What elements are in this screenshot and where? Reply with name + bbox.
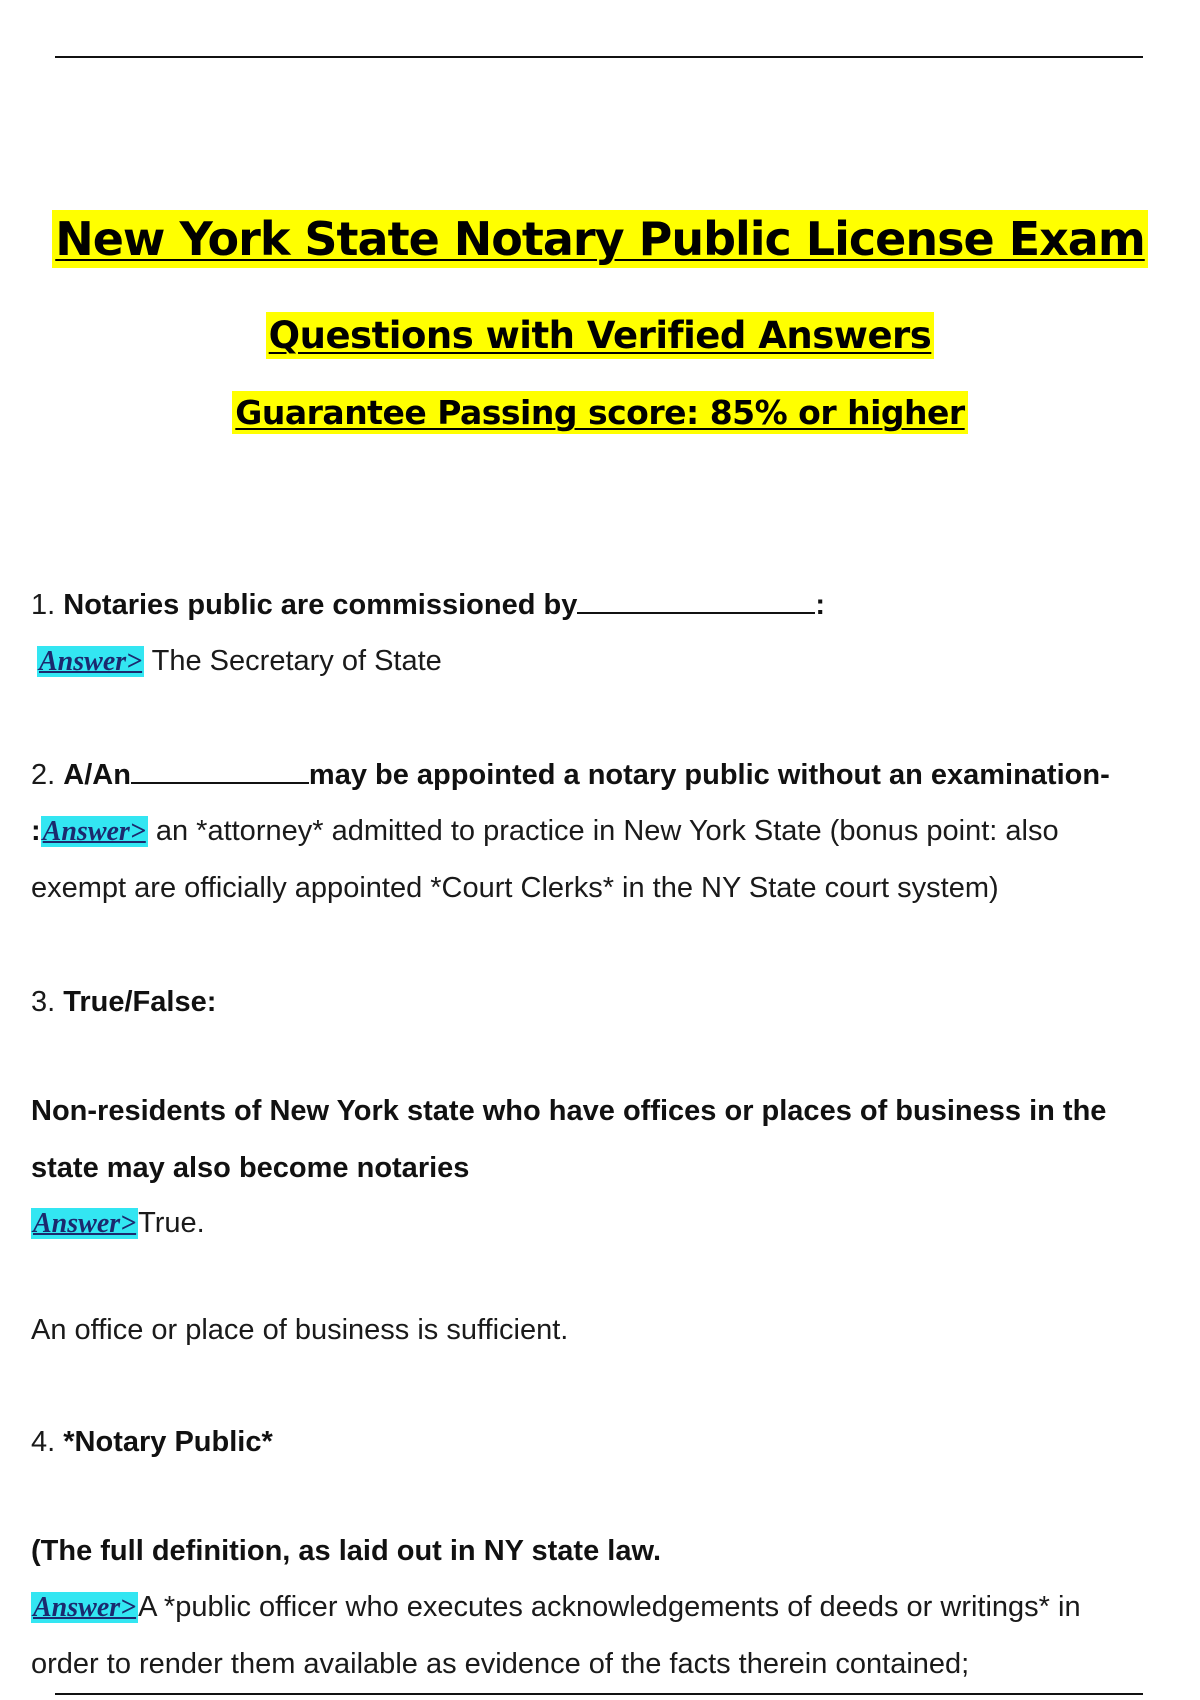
answer-2-line-2 <box>31 872 999 905</box>
question-prefix: A/An <box>63 759 131 791</box>
question-number: 1. <box>31 589 56 621</box>
question-4 <box>31 1426 273 1459</box>
answer-1 <box>37 645 442 678</box>
answer-4-line-1 <box>31 1591 1081 1624</box>
question-label: *Notary Public* <box>63 1426 273 1458</box>
answer-blank <box>131 758 309 784</box>
answer-label: Answer> <box>39 646 143 677</box>
question-3-text-line-1: Non-residents of New York state who have offices or places of business in the <box>31 1095 1107 1127</box>
top-rule <box>55 56 1143 58</box>
title-block <box>0 212 1200 266</box>
answer-label: Answer> <box>42 816 146 847</box>
document-subtitle: Questions with Verified Answers <box>266 312 935 359</box>
question-number: 3. <box>31 986 56 1018</box>
bottom-rule <box>55 1693 1143 1695</box>
subtitle-block <box>0 314 1200 357</box>
question-3-text-line-2: state may also become notaries <box>31 1152 470 1184</box>
question-number: 2. <box>31 759 56 791</box>
question-3 <box>31 986 216 1019</box>
answer-text: an *attorney* admitted to practice in New York State (bonus point: also <box>155 815 1059 847</box>
answer-label: Answer> <box>33 1208 137 1239</box>
question-suffix: : <box>815 589 826 621</box>
guarantee-block <box>0 393 1200 432</box>
answer-text: exempt are officially appointed *Court Clerks* in the NY State court system) <box>31 872 999 904</box>
answer-2-line-1 <box>31 815 1059 848</box>
answer-prefix: : <box>31 815 41 847</box>
answer-text: A *public officer who executes acknowledgements of deeds or writings* in <box>138 1591 1081 1623</box>
question-4-text: (The full definition, as laid out in NY state law. <box>31 1535 661 1567</box>
question-text: may be appointed a notary public without an examination- <box>308 759 1110 791</box>
guarantee-text: Guarantee Passing score: 85% or higher <box>232 391 967 434</box>
answer-4-line-2: order to render them available as evidence of the facts therein contained; <box>31 1648 970 1680</box>
question-2 <box>31 758 1110 792</box>
question-text: Notaries public are commissioned by <box>63 589 578 621</box>
answer-blank <box>577 588 815 614</box>
answer-text: The Secretary of State <box>151 645 442 677</box>
answer-3-note: An office or place of business is sufficient. <box>31 1314 569 1346</box>
answer-text: True. <box>138 1207 205 1239</box>
answer-label: Answer> <box>33 1592 137 1623</box>
question-label: True/False: <box>63 986 217 1018</box>
answer-3 <box>31 1207 205 1240</box>
question-1 <box>31 588 825 622</box>
document-title: New York State Notary Public License Exam <box>52 210 1148 268</box>
question-number: 4. <box>31 1426 56 1458</box>
